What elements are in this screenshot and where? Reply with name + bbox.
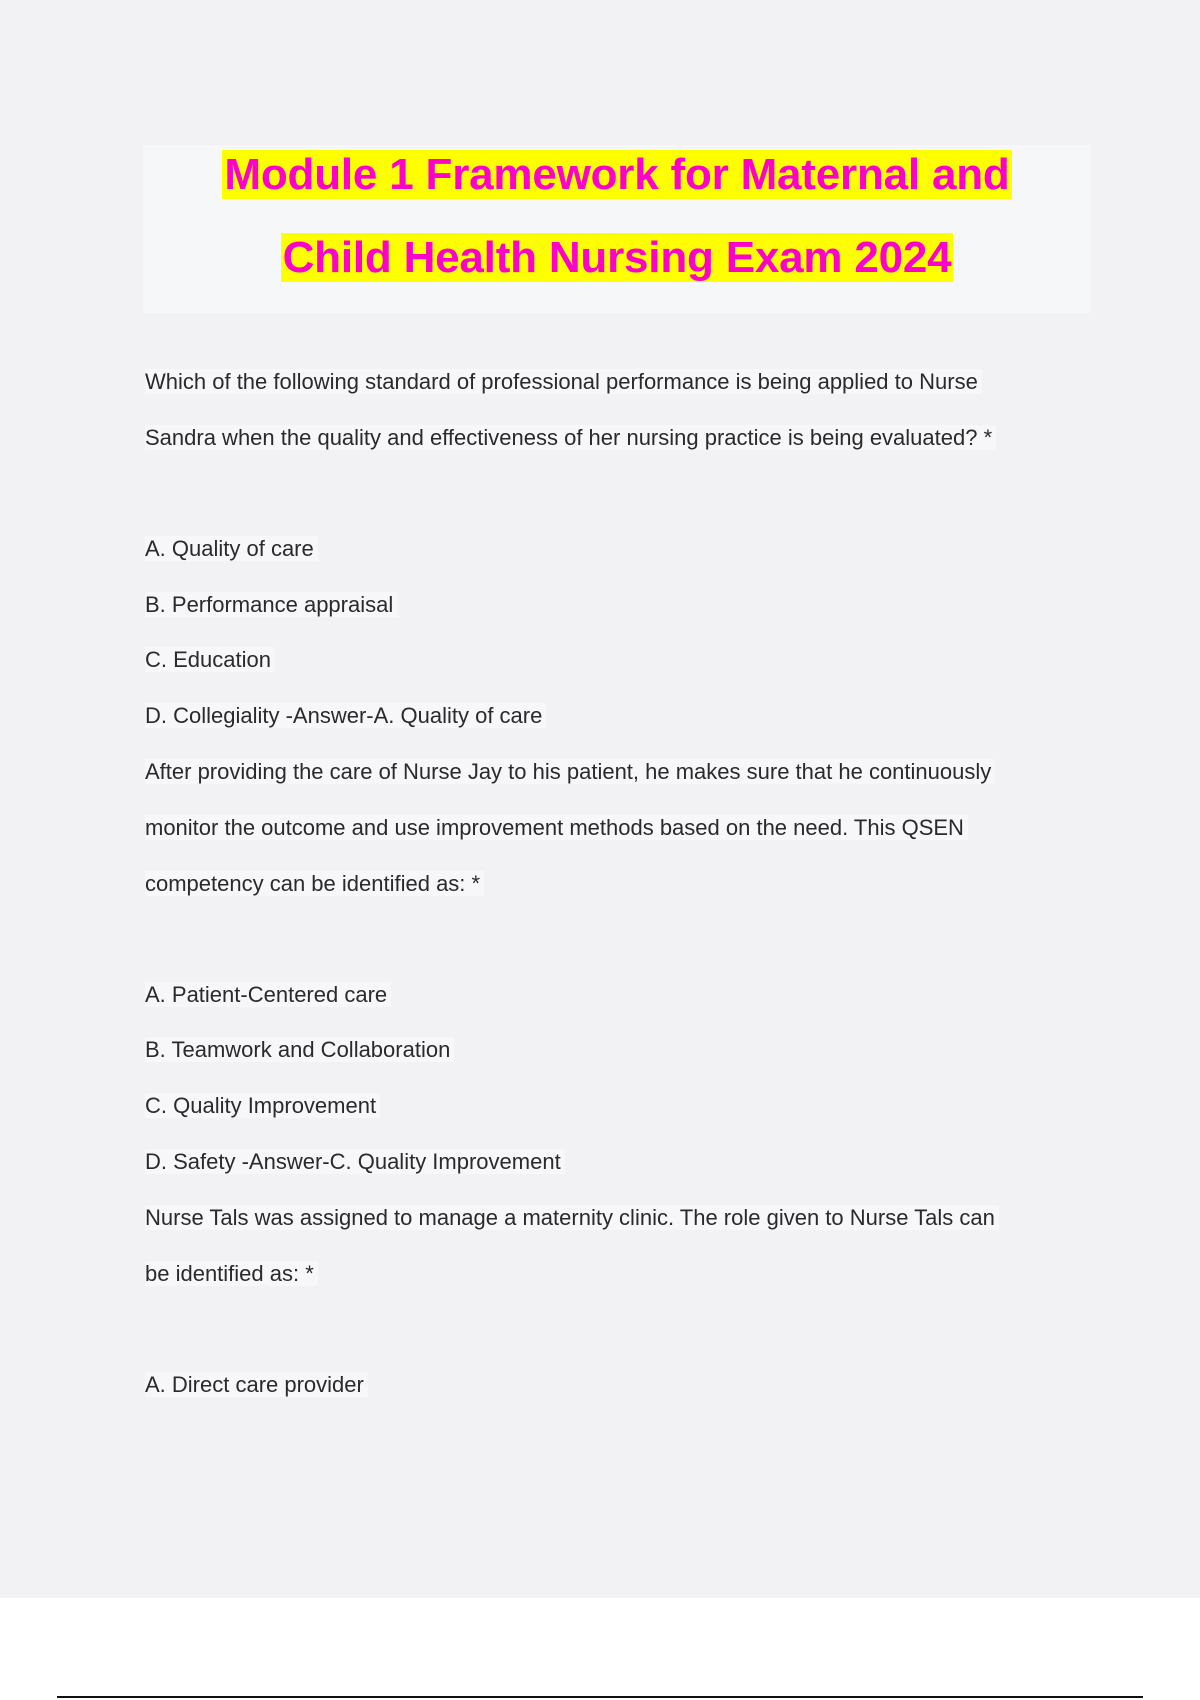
question-2-option-c (145, 1090, 380, 1122)
question-text: After providing the care of Nurse Jay to his patient, he makes sure that he continuously (145, 759, 995, 784)
question-text: competency can be identified as: * (145, 871, 484, 896)
question-2-line-1 (145, 756, 995, 788)
title-text: Module 1 Framework for Maternal and (224, 150, 1010, 199)
title-text: Child Health Nursing Exam 2024 (282, 233, 952, 282)
question-2-line-3 (145, 868, 484, 900)
title-line-1 (143, 147, 1091, 203)
question-3-option-a (145, 1369, 368, 1401)
question-1-line-2 (145, 422, 996, 454)
option-text: C. Education (145, 647, 275, 672)
title-line-2 (143, 230, 1091, 286)
option-text: C. Quality Improvement (145, 1093, 380, 1118)
question-2-option-d-answer (145, 1146, 565, 1178)
question-2-line-2 (145, 812, 968, 844)
question-3-line-1 (145, 1202, 999, 1234)
question-1-line-1 (145, 366, 982, 398)
question-1-option-d-answer (145, 700, 546, 732)
option-text: D. Collegiality -Answer-A. Quality of care (145, 703, 546, 728)
question-text: Nurse Tals was assigned to manage a maternity clinic. The role given to Nurse Tals can (145, 1205, 999, 1230)
question-text: be identified as: * (145, 1261, 318, 1286)
question-1-option-c (145, 644, 275, 676)
option-text: B. Performance appraisal (145, 592, 397, 617)
question-text: monitor the outcome and use improvement methods based on the need. This QSEN (145, 815, 968, 840)
question-3-line-2 (145, 1258, 318, 1290)
option-text: A. Direct care provider (145, 1372, 368, 1397)
question-text: Sandra when the quality and effectiveness of her nursing practice is being evaluated? * (145, 425, 996, 450)
option-text: A. Quality of care (145, 536, 318, 561)
option-text: A. Patient-Centered care (145, 982, 391, 1007)
question-2-option-b (145, 1034, 454, 1066)
question-1-option-a (145, 533, 318, 565)
title-block (143, 145, 1091, 313)
question-1-option-b (145, 589, 397, 621)
question-2-option-a (145, 979, 391, 1011)
option-text: D. Safety -Answer-C. Quality Improvement (145, 1149, 565, 1174)
footer-divider (57, 1696, 1143, 1698)
option-text: B. Teamwork and Collaboration (145, 1037, 454, 1062)
question-text: Which of the following standard of professional performance is being applied to Nurse (145, 369, 982, 394)
